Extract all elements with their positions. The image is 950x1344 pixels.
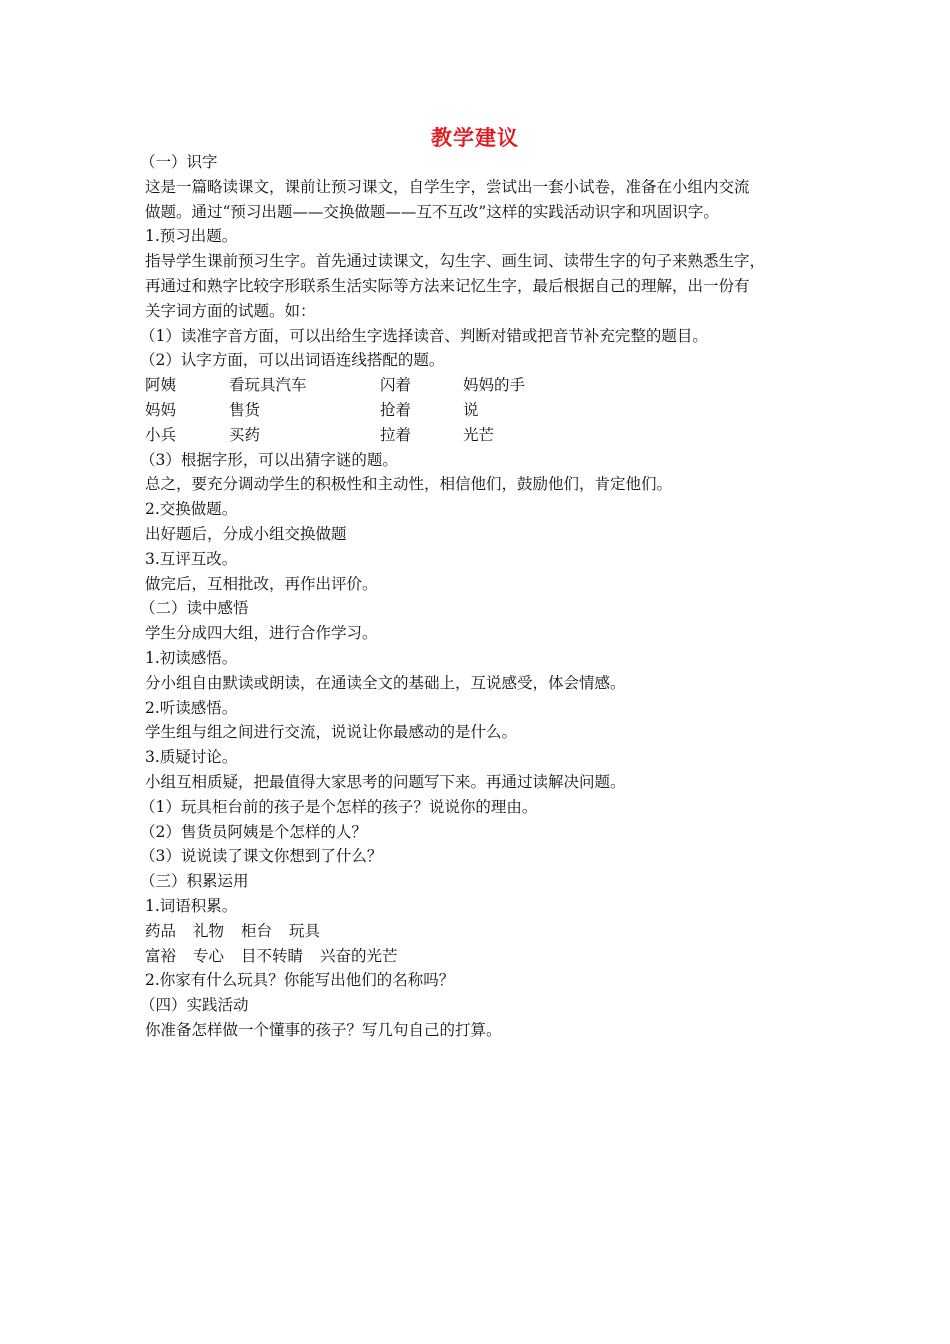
word-item: 玩具 bbox=[289, 921, 321, 940]
paragraph-line: 小组互相质疑，把最值得大家思考的问题写下来。再通过读解决问题。 bbox=[145, 772, 626, 791]
paragraph-line: 2.你家有什么玩具？你能写出他们的名称吗？ bbox=[145, 971, 455, 990]
paragraph-line: 学生组与组之间进行交流，说说让你最感动的是什么。 bbox=[145, 723, 518, 742]
paragraph-line: 再通过和熟字比较字形联系生活实际等方法来记忆生字，最后根据自己的理解，出一份有 bbox=[145, 276, 750, 295]
subheading-peer-review: 3.互评互改。 bbox=[145, 549, 238, 568]
match-cell: 售货 bbox=[229, 400, 261, 419]
document-title: 教学建议 bbox=[431, 125, 519, 150]
match-cell: 阿姨 bbox=[145, 376, 177, 395]
section-heading-practice: （四）实践活动 bbox=[140, 996, 249, 1015]
list-item: （3）说说读了课文你想到了什么？ bbox=[140, 847, 383, 866]
paragraph-line: 做完后，互相批改，再作出评价。 bbox=[145, 574, 378, 593]
subheading-first-reading: 1.初读感悟。 bbox=[145, 648, 238, 667]
section-heading-reading: （二）读中感悟 bbox=[140, 599, 249, 618]
list-item: （1）读准字音方面，可以出给生字选择读音、判断对错或把音节补充完整的题目。 bbox=[140, 326, 708, 345]
match-row bbox=[145, 373, 825, 398]
match-cell: 买药 bbox=[229, 425, 261, 444]
word-row bbox=[145, 944, 825, 969]
paragraph-line: 做题。通过“预习出题——交换做题——互不互改”这样的实践活动识字和巩固识字。 bbox=[145, 202, 719, 221]
paragraph-line: 你准备怎样做一个懂事的孩子？写几句自己的打算。 bbox=[145, 1020, 502, 1039]
paragraph-line: 这是一篇略读课文，课前让预习课文，自学生字，尝试出一套小试卷，准备在小组内交流 bbox=[145, 177, 750, 196]
match-cell: 妈妈的手 bbox=[463, 376, 526, 395]
word-item: 目不转睛 bbox=[241, 946, 304, 965]
list-item: （2）认字方面，可以出词语连线搭配的题。 bbox=[140, 351, 445, 370]
paragraph-line: 总之，要充分调动学生的积极性和主动性，相信他们，鼓励他们，肯定他们。 bbox=[145, 475, 673, 494]
section-heading-accumulation: （三）积累运用 bbox=[140, 872, 249, 891]
paragraph-line: 关字词方面的试题。如： bbox=[145, 301, 316, 320]
section-heading-literacy: （一）识字 bbox=[140, 153, 218, 171]
match-cell: 小兵 bbox=[145, 425, 177, 444]
subheading-discussion: 3.质疑讨论。 bbox=[145, 748, 238, 767]
match-cell: 抢着 bbox=[380, 400, 412, 419]
paragraph-line: 指导学生课前预习生字。首先通过读课文，勾生字、画生词、读带生字的句子来熟悉生字， bbox=[145, 252, 766, 271]
match-row bbox=[145, 423, 825, 448]
match-cell: 妈妈 bbox=[145, 400, 177, 419]
word-item: 专心 bbox=[193, 946, 225, 965]
match-cell: 看玩具汽车 bbox=[229, 376, 307, 395]
word-row bbox=[145, 919, 825, 944]
word-item: 富裕 bbox=[145, 946, 177, 965]
document-body bbox=[140, 150, 825, 1043]
paragraph-line: 学生分成四大组，进行合作学习。 bbox=[145, 624, 378, 643]
list-item: （2）售货员阿姨是个怎样的人？ bbox=[140, 822, 367, 841]
list-item: （1）玩具柜台前的孩子是个怎样的孩子？说说你的理由。 bbox=[140, 797, 538, 816]
subheading-vocabulary: 1.词语积累。 bbox=[145, 896, 238, 915]
word-item: 药品 bbox=[145, 921, 177, 940]
subheading-preview-questions: 1.预习出题。 bbox=[145, 227, 238, 246]
match-cell: 闪着 bbox=[380, 376, 412, 395]
match-cell: 光芒 bbox=[463, 425, 495, 444]
match-cell: 说 bbox=[463, 400, 479, 419]
paragraph-line: 出好题后，分成小组交换做题 bbox=[145, 524, 347, 543]
subheading-listening: 2.听读感悟。 bbox=[145, 698, 238, 717]
match-cell: 拉着 bbox=[380, 425, 412, 444]
paragraph-line: 分小组自由默读或朗读，在通读全文的基础上，互说感受，体会情感。 bbox=[145, 673, 626, 692]
match-row bbox=[145, 398, 825, 423]
subheading-exchange: 2.交换做题。 bbox=[145, 500, 238, 519]
list-item: （3）根据字形，可以出猜字谜的题。 bbox=[140, 450, 398, 469]
word-item: 兴奋的光芒 bbox=[320, 946, 398, 965]
word-item: 礼物 bbox=[193, 921, 225, 940]
word-item: 柜台 bbox=[241, 921, 273, 940]
